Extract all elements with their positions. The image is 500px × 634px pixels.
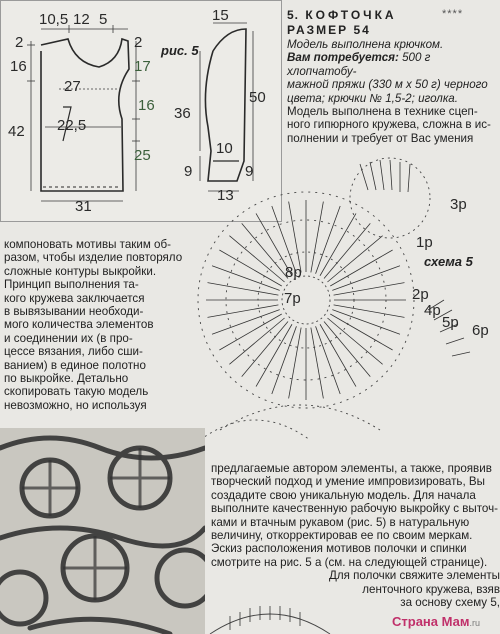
text-line: мого количества элементов: [4, 318, 154, 332]
text-line: величину, откорректировав ее по своим меркам.: [211, 529, 473, 543]
dim-right-2: 2: [134, 34, 143, 51]
text-line: компоновать мотивы таким об-: [4, 238, 171, 251]
text-line: творческий подход и умение импровизировать, Вы: [211, 475, 485, 489]
intro-line: мажной пряжи (330 м х 50 г) черного: [287, 78, 488, 92]
row-mark: 7р: [284, 290, 301, 307]
crochet-schema: [180, 150, 500, 440]
text-line: скопировать такую модель: [4, 385, 149, 399]
intro-line: Вам потребуется: 500 г хлопчатобу-: [287, 51, 431, 78]
text-line: разом, чтобы изделие повторяло: [4, 251, 183, 265]
row-mark: 3р: [450, 196, 467, 213]
difficulty-stars: ****: [442, 8, 464, 20]
article-intro: [287, 38, 500, 145]
dim-right-17: 17: [134, 58, 151, 75]
dim-left-top: 2: [15, 34, 24, 51]
dim-chest-27: 27: [64, 78, 81, 95]
text-line: ленточного кружева, взяв: [362, 582, 500, 596]
article-title: КОФТОЧКА: [305, 8, 397, 22]
row-mark: 1р: [416, 234, 433, 251]
dim-cuff-10: 10: [216, 140, 233, 157]
figure-label: рис. 5: [161, 43, 199, 58]
dim-waist: 22,5: [57, 117, 87, 134]
schema-spoke: [330, 250, 392, 286]
text-line: Эскиз расположения мотивов полочки и спинки: [211, 542, 467, 556]
row-mark: 2р: [412, 286, 429, 303]
text-line: Принцип выполнения та-: [4, 278, 139, 292]
dim-bottom-31: 31: [75, 198, 92, 215]
schema-drawing: [180, 150, 500, 440]
schema-spoke: [219, 250, 281, 286]
lace-photo-image: [0, 428, 205, 634]
watermark: [392, 614, 480, 629]
lace-photo: [0, 428, 205, 634]
dim-sleeve-left-9: 9: [184, 163, 193, 180]
dim-sleeve-right-9: 9: [245, 163, 254, 180]
watermark-text: Страна Мам: [392, 614, 470, 629]
article-heading: [287, 8, 397, 22]
schema-spoke: [334, 305, 405, 318]
text-line: предлагаемые автором элементы, а также, проявив: [211, 462, 492, 475]
schema-spoke: [289, 328, 302, 399]
size-label: РАЗМЕР: [287, 23, 349, 37]
dim-sleeve-50: 50: [249, 89, 266, 106]
row-mark: 5р: [442, 314, 459, 331]
dim-left-16: 16: [10, 58, 27, 75]
schema-spoke: [311, 328, 324, 399]
dim-top-b: 12: [73, 11, 90, 28]
schema-spoke: [320, 213, 356, 275]
row-mark: 8р: [285, 264, 302, 281]
dim-right-25: 25: [134, 147, 151, 164]
text-line: смотрите на рис. 5 а (см. на следующей странице).: [211, 555, 488, 569]
dim-right-16: 16: [138, 97, 155, 114]
dim-left-42: 42: [8, 123, 25, 140]
text-line: кого кружева заключается: [4, 291, 145, 305]
article-number: 5.: [287, 8, 300, 22]
intro-line: полнении и требует от Вас умения: [287, 131, 474, 145]
text-line: в вывязывании необходи-: [4, 305, 144, 319]
size-line: [287, 23, 371, 37]
intro-line: цвета; крючки № 1,5-2; иголка.: [287, 91, 458, 105]
text-line: выполните качественную рабочую выкройку с выточ-: [211, 502, 498, 516]
schema-spoke: [330, 314, 392, 350]
text-line: ванием) в единое полотно: [4, 358, 146, 372]
bodice-outline: [41, 39, 129, 191]
watermark-domain: .ru: [469, 618, 480, 628]
dim-sleeve-top: 15: [212, 7, 229, 24]
text-line: сложные контуры выкройки.: [4, 264, 157, 278]
intro-line: ного гипюрного кружева, сложна в ис-: [287, 118, 491, 132]
text-line: цессе вязания, либо сши-: [4, 345, 143, 359]
text-line: за основу схему 5,: [400, 596, 500, 610]
schema-spoke: [208, 305, 279, 318]
schema-spoke: [208, 283, 279, 296]
text-line: невозможно, но используя: [4, 398, 147, 412]
size-value: 54: [353, 23, 371, 37]
right-column-text: [211, 462, 500, 609]
intro-line: Модель выполнена крючком.: [287, 38, 444, 51]
text-line: создадите свою уникальную модель. Для начала: [211, 488, 476, 502]
left-column-text: [4, 238, 204, 412]
dim-top-c: 5: [99, 11, 108, 28]
row-mark: 6р: [472, 322, 489, 339]
text-line: ками и втачным рукавом (рис. 5) в натуральную: [211, 515, 470, 529]
schema-spoke: [256, 324, 292, 386]
schema-spoke: [334, 283, 405, 296]
schema-spoke: [289, 202, 302, 273]
text-line: и соединении их (в про-: [4, 331, 133, 345]
text-line: по выкройке. Детально: [4, 372, 129, 386]
dim-sleeve-36: 36: [174, 105, 191, 122]
intro-line: Модель выполнена в технике сцеп-: [287, 105, 478, 119]
dim-top-a: 10,5: [39, 11, 69, 28]
row-mark: 4р: [424, 302, 441, 319]
dim-sleeve-bottom: 13: [217, 187, 234, 204]
schema-spoke: [311, 202, 324, 273]
text-line: Для полочки свяжите элементы: [328, 569, 500, 583]
bottom-schema-fragment: [205, 600, 335, 634]
schema-label: схема 5: [424, 254, 473, 269]
